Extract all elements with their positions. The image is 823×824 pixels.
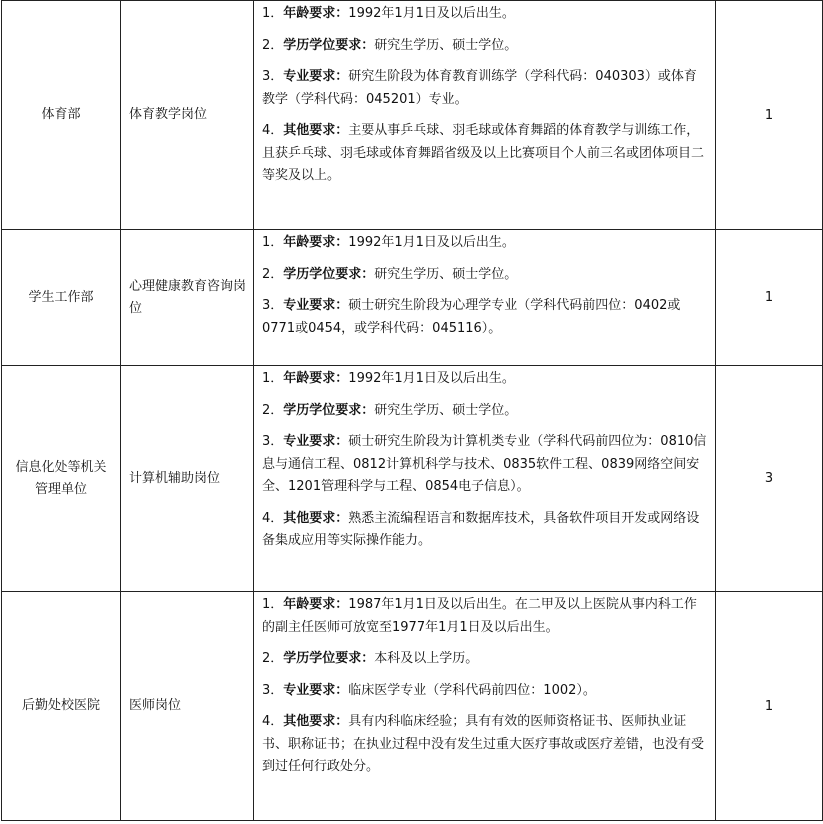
requirement-item — [262, 431, 707, 499]
department-cell: 体育部 — [2, 1, 121, 230]
requirement-text: 研究生学历、硕士学位。 — [374, 266, 518, 282]
requirement-number: 4． — [262, 510, 284, 526]
requirement-item — [262, 120, 707, 188]
requirement-item — [262, 508, 707, 553]
requirement-label: 学历学位要求： — [283, 402, 375, 418]
requirement-number: 1． — [262, 6, 284, 21]
requirement-label: 年龄要求： — [283, 6, 349, 21]
requirement-text: 1992年1月1日及以后出生。 — [348, 371, 515, 386]
requirement-text: 临床医学专业（学科代码前四位：1002）。 — [348, 682, 596, 698]
requirement-text: 硕士研究生阶段为心理学专业（学科代码前四位：0402或0771或0454，或学科代码：045116）。 — [262, 298, 681, 336]
department-cell: 信息化处等机关管理单位 — [2, 366, 121, 592]
requirement-number: 4． — [262, 123, 284, 138]
requirement-text: 研究生学历、硕士学位。 — [374, 37, 518, 53]
requirement-label: 其他要求： — [283, 510, 349, 526]
department-cell: 学生工作部 — [2, 230, 121, 366]
recruitment-table — [1, 0, 823, 821]
requirements-cell — [254, 1, 716, 230]
requirement-label: 其他要求： — [283, 123, 349, 138]
requirement-text: 1992年1月1日及以后出生。 — [348, 235, 515, 250]
requirement-number: 1． — [262, 597, 284, 612]
requirement-text: 研究生学历、硕士学位。 — [374, 402, 518, 418]
requirement-number: 1． — [262, 235, 284, 250]
requirement-label: 学历学位要求： — [283, 37, 375, 53]
requirements-cell — [254, 366, 716, 592]
requirement-label: 专业要求： — [283, 434, 349, 449]
requirement-text: 本科及以上学历。 — [374, 651, 479, 666]
requirement-item — [262, 711, 707, 779]
requirement-text: 具有内科临床经验；具有有效的医师资格证书、医师执业证书、职称证书；在执业过程中没有发生过重大医疗事故或医疗差错，也没有受到过任何行政处分。 — [262, 714, 705, 774]
count-cell: 1 — [716, 592, 823, 821]
table-row — [2, 592, 823, 821]
requirement-item — [262, 648, 707, 671]
position-cell: 计算机辅助岗位 — [121, 366, 254, 592]
position-cell: 心理健康教育咨询岗位 — [121, 230, 254, 366]
requirement-item — [262, 680, 707, 703]
table-row — [2, 1, 823, 230]
requirement-number: 2． — [262, 266, 284, 282]
position-cell: 体育教学岗位 — [121, 1, 254, 230]
requirement-number: 4． — [262, 714, 284, 729]
requirement-item — [262, 3, 707, 26]
requirement-item — [262, 400, 707, 423]
requirement-label: 专业要求： — [283, 298, 349, 313]
requirement-number: 2． — [262, 37, 284, 53]
requirement-number: 3． — [262, 682, 284, 698]
requirement-label: 专业要求： — [283, 682, 349, 698]
requirement-number: 2． — [262, 402, 284, 418]
requirement-item — [262, 295, 707, 340]
requirement-item — [262, 66, 707, 111]
count-cell: 1 — [716, 230, 823, 366]
requirement-label: 年龄要求： — [283, 235, 349, 250]
requirements-cell — [254, 592, 716, 821]
count-cell: 1 — [716, 1, 823, 230]
requirement-label: 专业要求： — [283, 69, 349, 84]
requirement-label: 学历学位要求： — [283, 266, 375, 282]
requirement-text: 硕士研究生阶段为计算机类专业（学科代码前四位为：0810信息与通信工程、0812计算机科学与技术、0835软件工程、0839网络空间安全、1201管理科学与工程、0854电子信息）。 — [262, 434, 707, 494]
requirement-number: 2． — [262, 651, 284, 666]
position-cell: 医师岗位 — [121, 592, 254, 821]
requirement-label: 其他要求： — [283, 714, 349, 729]
requirement-text: 1987年1月1日及以后出生。在二甲及以上医院从事内科工作的副主任医师可放宽至1977年1月1日及以后出生。 — [262, 597, 697, 635]
requirement-item — [262, 264, 707, 287]
requirement-item — [262, 35, 707, 58]
department-cell: 后勤处校医院 — [2, 592, 121, 821]
requirement-item — [262, 594, 707, 639]
count-cell: 3 — [716, 366, 823, 592]
requirement-number: 3． — [262, 298, 284, 313]
requirement-number: 3． — [262, 434, 284, 449]
requirement-label: 年龄要求： — [283, 597, 349, 612]
requirement-text: 1992年1月1日及以后出生。 — [348, 6, 515, 21]
table-row — [2, 366, 823, 592]
requirement-text: 主要从事乒乓球、羽毛球或体育舞蹈的体育教学与训练工作，且获乒乓球、羽毛球或体育舞蹈省级及以上比赛项目个人前三名或团体项目二等奖及以上。 — [262, 123, 705, 183]
requirement-label: 年龄要求： — [283, 371, 349, 386]
requirements-cell — [254, 230, 716, 366]
requirement-label: 学历学位要求： — [283, 651, 375, 666]
requirement-number: 3． — [262, 69, 284, 84]
requirement-text: 熟悉主流编程语言和数据库技术，具备软件项目开发或网络设备集成应用等实际操作能力。 — [262, 510, 700, 548]
requirement-text: 研究生阶段为体育教育训练学（学科代码：040303）或体育教学（学科代码：045201）专业。 — [262, 69, 697, 107]
table-row — [2, 230, 823, 366]
requirement-number: 1． — [262, 371, 284, 386]
requirement-item — [262, 232, 707, 255]
requirement-item — [262, 368, 707, 391]
